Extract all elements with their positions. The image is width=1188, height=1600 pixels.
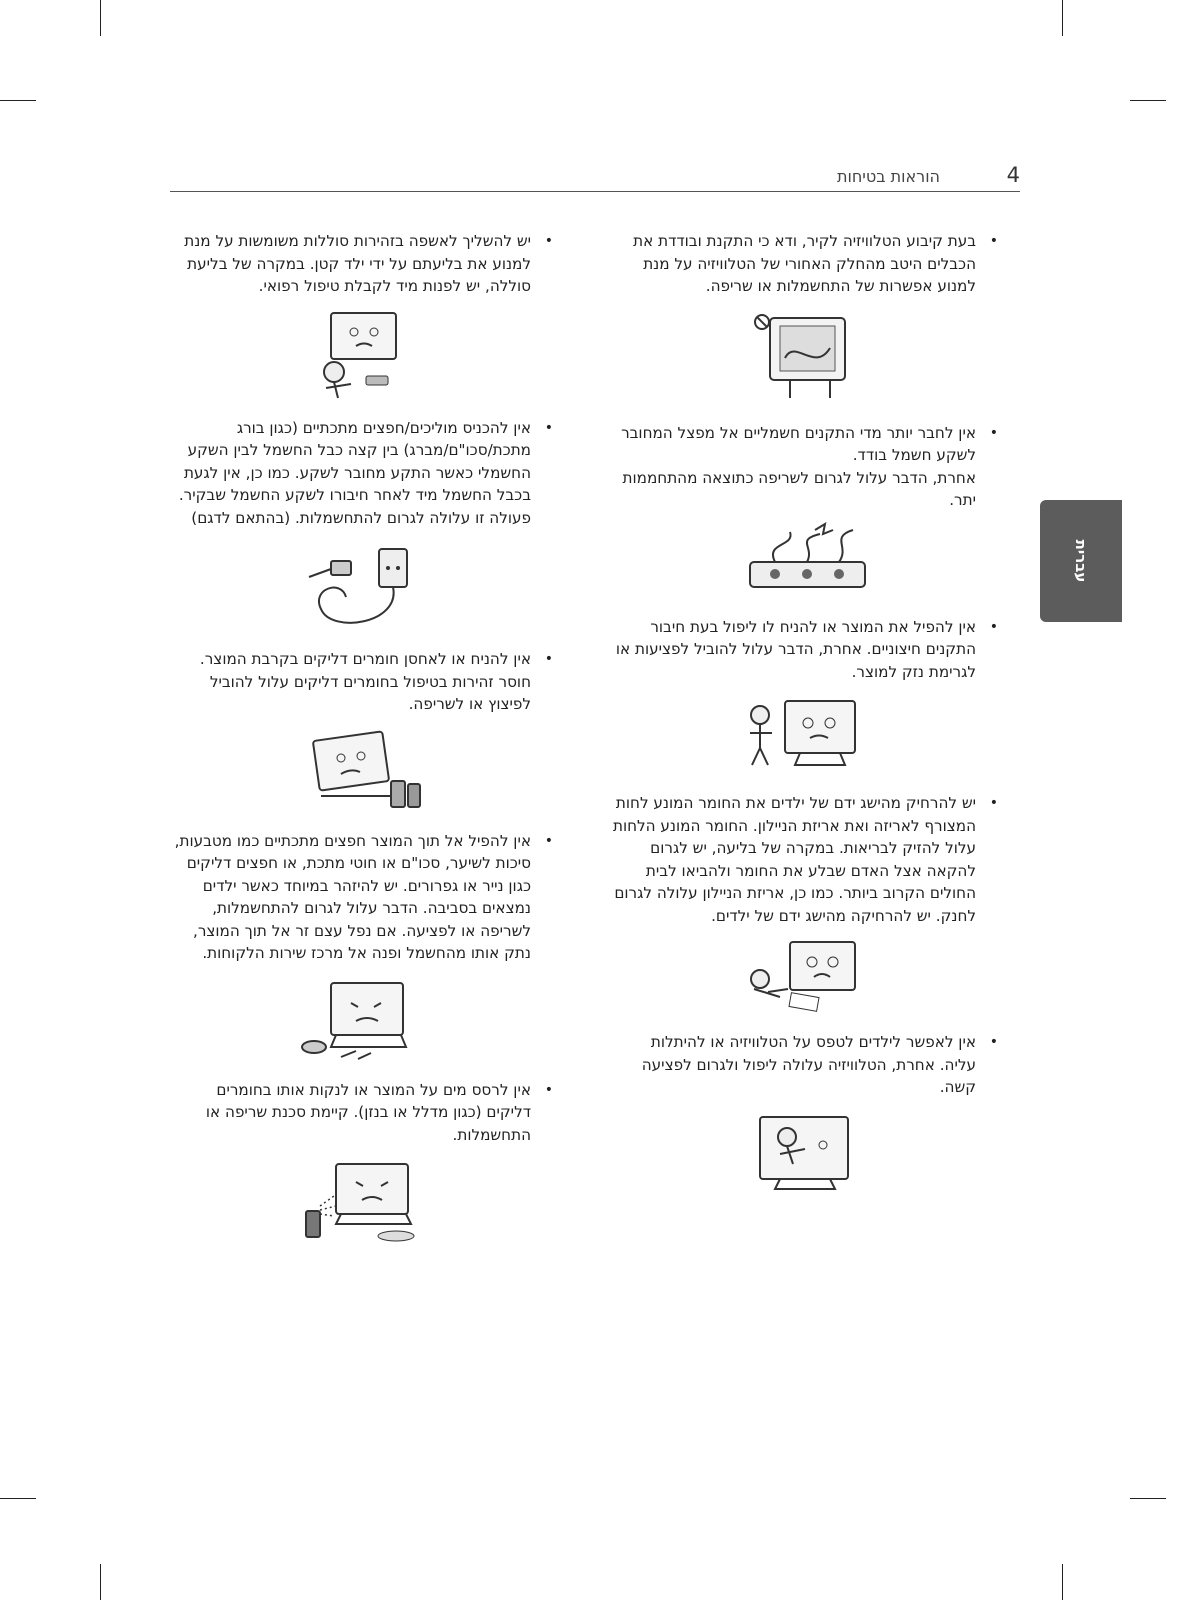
safety-text: יש להרחיק מהישג ידם של ילדים את החומר המונע לחות המצורף לאריזה ואת אריזת הניילון. החומר המונע הלחות עלול להזיק לבריאות. במקרה של בליעה, יש לגרום להקאה אצל האדם שבלע את החומר ולהביאו לבית החולים הקרוב ביותר. כמו כן, אריזת הניילון עלולה לגרום לחנק. יש להרחיקה מהישג ידם של ילדים. (613, 794, 976, 925)
safety-item (167, 648, 555, 716)
child-battery-illustration (306, 308, 416, 403)
right-column (610, 230, 1000, 1208)
power-strip-overload-illustration (735, 522, 875, 602)
bullet-icon: • (989, 618, 998, 635)
bullet-icon: • (989, 424, 998, 441)
page-header (170, 165, 1020, 191)
safety-text: אין להכניס מוליכים/חפצים מתכתיים (כגון בורג מתכת/סכו"ם/מברג) בין קצה כבל החשמל לבין השקע החשמלי כאשר התקע מחובר לשקע. כמו כן, אין לגעת בכבל החשמל מיד לאחר חיבורו לשקע החשמל שבקיר. פעולה זו עלולה לגרום להתחשמלות. (בהתאם לדגם) (178, 418, 531, 527)
safety-item (610, 792, 1000, 927)
safety-text: אין לאפשר לילדים לטפס על הטלוויזיה או להיתלות עליה. אחרת, הטלוויזיה עלולה ליפול ולגרום לפציעה קשה. (641, 1033, 976, 1096)
crop-mark (100, 0, 101, 36)
bullet-icon: • (544, 651, 553, 667)
safety-item (167, 230, 555, 298)
safety-text: אחרת, הדבר עלול לגרום לשריפה כתוצאה מהתחממות יתר. (622, 468, 976, 509)
crop-mark (1062, 1564, 1063, 1600)
bullet-icon: • (544, 419, 553, 436)
safety-text: אין להפיל אל תוך המוצר חפצים מתכתיים כמו מטבעות, סיכות לשיער, סכו"ם או חוטי מתכת, או חפצים דליקים כגון נייר או גפרורים. יש להיזהר במיוחד כאשר ילדים נמצאים בסביבה. הדבר עלול לגרום להתחשמלות, לשריפה או לפציעה. אם נפל עצם זר אל תוך המוצר, נתק אותו מהחשמל ופנה אל מרכז שירות הלקוחות. (174, 831, 531, 962)
safety-item (610, 1031, 1000, 1099)
metal-objects-illustration (296, 975, 426, 1065)
child-desiccant-illustration (740, 937, 870, 1017)
bullet-icon: • (989, 795, 998, 811)
safety-item (610, 616, 1000, 684)
child-climbing-tv-illustration (745, 1109, 865, 1194)
crop-mark (1130, 100, 1166, 101)
crop-mark (0, 100, 36, 101)
safety-text: יש להשליך לאשפה בזהירות סוללות משומשות על מנת למנוע את בליעתם על ידי ילד קטן. במקרה של בליעת סוללה, יש לפנות מיד לקבלת טיפול רפואי. (184, 232, 531, 295)
safety-item (167, 830, 555, 965)
bullet-icon: • (989, 1034, 998, 1050)
wall-mount-cable-illustration (750, 308, 860, 408)
safety-text: אין להפיל את המוצר או להניח לו ליפול בעת חיבור התקנים חיצוניים. אחרת, הדבר עלול להוביל לפציעות או לגרימת נזק למוצר. (615, 617, 976, 681)
section-title: הוראות בטיחות (836, 167, 940, 186)
tv-falling-illustration (740, 693, 870, 778)
crop-mark (1130, 1498, 1166, 1499)
spray-water-illustration (296, 1156, 426, 1246)
safety-item (610, 230, 1000, 298)
safety-item (610, 422, 1000, 512)
language-tab-label: עברית (1072, 539, 1090, 583)
left-column (167, 230, 555, 1260)
crop-mark (100, 1564, 101, 1600)
safety-text: אין לרסס מים על המוצר או לנקות אותו בחומרים דליקים (כגון מדלל או בנזן). קיימת סכנת שריפה או התחשמלות. (205, 1080, 531, 1144)
bullet-icon: • (544, 1081, 553, 1098)
bullet-icon: • (544, 832, 553, 849)
header-divider (170, 191, 1020, 192)
flammable-materials-illustration (296, 726, 426, 816)
safety-item (167, 417, 555, 530)
bullet-icon: • (544, 233, 553, 249)
crop-mark (0, 1498, 36, 1499)
bullet-icon: • (989, 233, 998, 249)
safety-text: אין לחבר יותר מדי התקנים חשמליים אל מפצל המחובר לשקע חשמל בודד. (621, 423, 976, 464)
page-number: 4 (1006, 163, 1020, 187)
power-plug-socket-illustration (301, 539, 421, 634)
safety-text: אין להניח או לאחסן חומרים דליקים בקרבת המוצר. חוסר זהירות בטיפול בחומרים דליקים עלול להוביל לפיצוץ או לשריפה. (199, 650, 531, 713)
safety-text: בעת קיבוע הטלוויזיה לקיר, ודא כי התקנת ובודדת את הכבלים היטב מהחלק האחורי של הטלוויזיה על מנת למנוע אפשרות של התחשמלות או שריפה. (633, 232, 976, 295)
safety-item (167, 1079, 555, 1147)
language-tab (1040, 500, 1122, 622)
crop-mark (1062, 0, 1063, 36)
